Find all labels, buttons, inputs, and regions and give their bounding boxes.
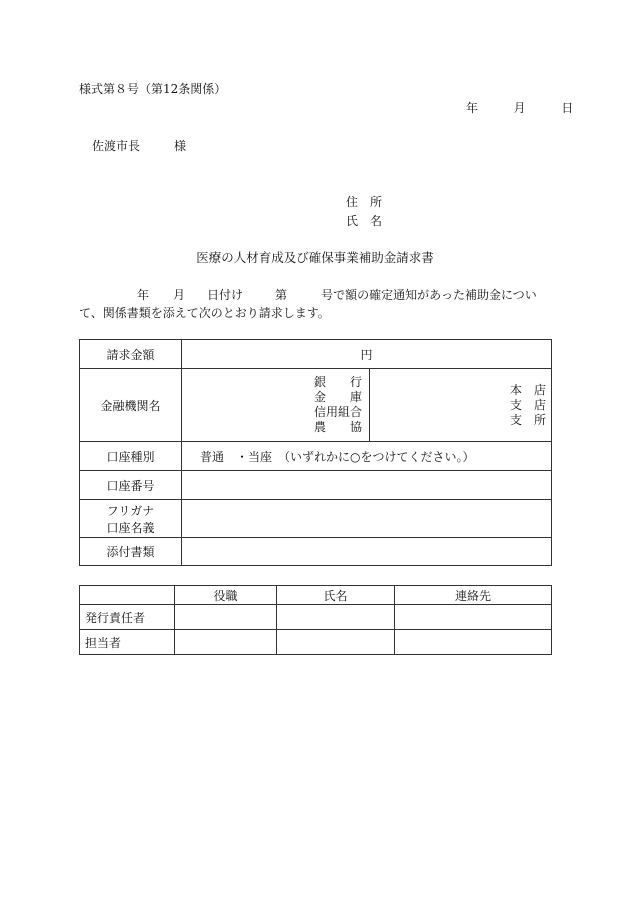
applicant-address-label: 住 所 — [346, 195, 383, 209]
table-row — [80, 442, 552, 471]
staff-name-field[interactable] — [277, 630, 395, 655]
document-title: 医療の人材育成及び確保事業補助金請求書 — [196, 250, 434, 265]
date-month: 月 — [513, 101, 526, 115]
contact-header-blank — [80, 586, 175, 605]
body-rest: 号で額の確定通知があった補助金につい — [321, 288, 537, 302]
request-table — [79, 339, 552, 566]
table-row — [80, 586, 552, 605]
form-number: 様式第８号（第12条関係） — [79, 82, 227, 96]
account-number-field[interactable] — [182, 471, 552, 500]
account-number-label: 口座番号 — [80, 471, 182, 500]
attachments-label: 添付書類 — [80, 538, 182, 566]
table-row — [80, 538, 552, 566]
bank-kind-shinkin: 金 庫 — [313, 390, 362, 404]
contact-header-position: 役職 — [175, 586, 277, 605]
issuer-name-field[interactable] — [277, 605, 395, 630]
bank-name-field[interactable] — [182, 369, 370, 442]
body-line-2: て、関係書類を添えて次のとおり請求します。 — [79, 306, 330, 320]
account-holder-label: 口座名義 — [106, 520, 155, 535]
body-line-1 — [79, 286, 537, 303]
applicant-name-label: 氏 名 — [346, 214, 383, 228]
date-line — [466, 99, 573, 116]
date-year: 年 — [466, 101, 479, 115]
body-no: 第 — [275, 288, 288, 302]
date-day: 日 — [561, 101, 574, 115]
account-name-field[interactable] — [182, 500, 552, 538]
account-type-value[interactable]: 普通 ・当座 （いずれかに○をつけてください。） — [182, 442, 552, 471]
body-year: 年 — [137, 288, 150, 302]
contact-table — [79, 585, 552, 655]
contact-header-contact: 連絡先 — [395, 586, 552, 605]
bank-label: 金融機関名 — [80, 369, 182, 442]
table-row — [80, 605, 552, 630]
branch-kind-branch: 支 店 — [509, 397, 546, 412]
staff-position-field[interactable] — [175, 630, 277, 655]
furigana-label: フリガナ — [106, 503, 155, 518]
account-name-label — [80, 500, 182, 538]
staff-label: 担当者 — [80, 630, 175, 655]
account-type-label: 口座種別 — [80, 442, 182, 471]
branch-kind-head: 本 店 — [509, 382, 546, 397]
table-row — [80, 630, 552, 655]
table-row — [80, 369, 552, 442]
amount-label: 請求金額 — [80, 340, 182, 369]
table-row — [80, 471, 552, 500]
table-row — [80, 340, 552, 369]
table-row — [80, 500, 552, 538]
issuer-label: 発行責任者 — [80, 605, 175, 630]
amount-unit: 円 — [360, 347, 373, 362]
attachments-field[interactable] — [182, 538, 552, 566]
branch-kind-office: 支 所 — [509, 412, 546, 427]
contact-header-name: 氏名 — [277, 586, 395, 605]
bank-kind-bank: 銀 行 — [313, 375, 362, 389]
issuer-position-field[interactable] — [175, 605, 277, 630]
staff-contact-field[interactable] — [395, 630, 552, 655]
amount-field[interactable] — [182, 340, 552, 369]
branch-name-field[interactable] — [370, 369, 552, 442]
bank-kind-nokyo: 農 協 — [313, 420, 362, 434]
bank-kind-credit-union: 信用組合 — [313, 405, 362, 419]
addressee-name: 佐渡市長 — [92, 139, 141, 153]
issuer-contact-field[interactable] — [395, 605, 552, 630]
addressee — [92, 137, 186, 154]
addressee-honorific: 様 — [174, 139, 187, 153]
body-month: 月 — [173, 288, 186, 302]
body-dated: 日付け — [207, 288, 244, 302]
